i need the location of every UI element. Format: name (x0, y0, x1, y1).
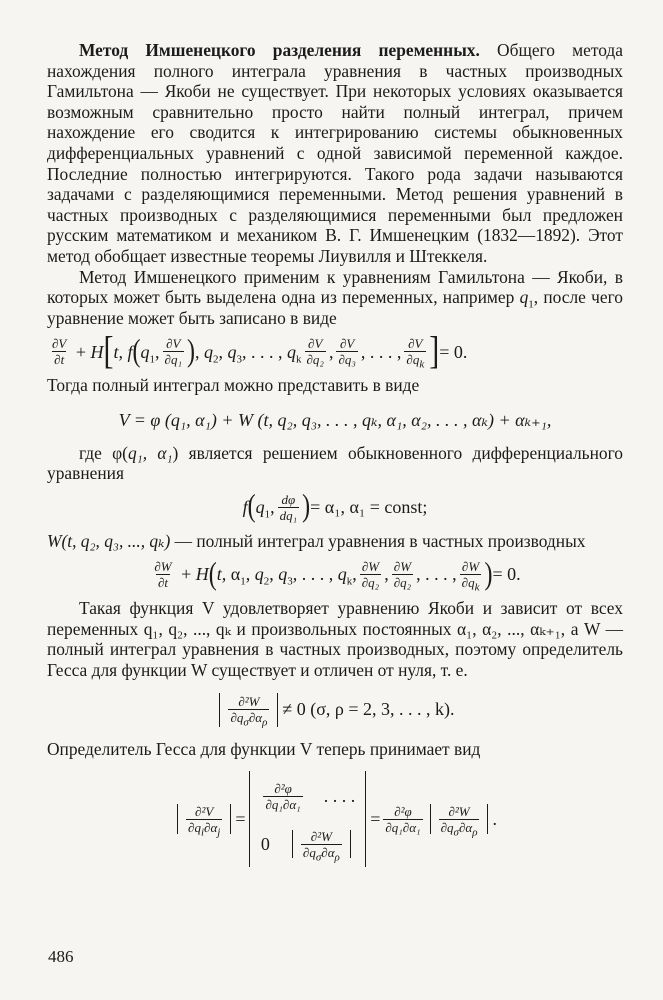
var-q: q (519, 287, 529, 308)
page-number: 486 (48, 947, 74, 966)
equation-5-rhs: ≠ 0 (σ, ρ = 2, 3, . . . , k). (282, 699, 455, 720)
equation-1-rhs: = 0. (439, 341, 468, 362)
equation-W: $\frac{\partial W}{\partial t}$ + H ( t, $\alpha_1$, $q_2$, $q_3$, . . . , $q_k$, $\frac{\partial W}{\text{∂q₂}}$ , $\frac{\partial W}{\text{∂q₂}}$ , . . . , $\frac{\partial W}{\partial q_k}$ ) = 0. (154, 557, 521, 594)
equation-ode: f ( $q_1$, $\frac{d\varphi}{\text{dq₁}}$ ) = α₁, α₁ = const; (242, 490, 428, 525)
paragraph-intro (47, 40, 623, 267)
paragraph-full-integral: Тогда полный интеграл можно представить в виде (47, 375, 420, 396)
page-body (47, 40, 623, 867)
equation-hessian-W: $\frac{\text{∂²W}}{\partial q_\sigma\partial\alpha_\rho}$ ≠ 0 (σ, ρ = 2, 3, . . . , k). (47, 693, 623, 727)
paragraph-method (47, 267, 623, 329)
paragraph-W (47, 531, 623, 552)
equation-3-rhs: = α₁, α₁ = const; (310, 496, 428, 517)
section-heading: Метод Имшенецкого разделения переменных. (79, 40, 480, 60)
paragraph-method-text-a: Метод Имшенецкого применим к уравнениям Гамильтона — Якоби, в которых может быть выделена одна из переменных, например (47, 266, 623, 308)
paragraph-phi (47, 443, 623, 484)
paragraph-phi-vars: q₁, α₁ (127, 442, 173, 463)
paragraph-hessian-V: Определитель Гесса для функции V теперь принимает вид (47, 738, 481, 759)
equation-full-integral: V = φ (q₁, α₁) + W (t, q₂, q₃, . . . , qₖ, α₁, α₂, . . . , αₖ) + αₖ₊₁, (118, 409, 552, 430)
paragraph-method-text-b: , после чего уравнение может быть записано в виде (47, 287, 623, 328)
equation-4-rhs: = 0. (492, 564, 521, 585)
paragraph-phi-text-a: где φ( (79, 442, 128, 463)
var-q-sub: 1 (528, 298, 534, 311)
paragraph-V-jacobi: Такая функция V удовлетворяет уравнению Якоби и зависит от всех переменных q₁, q₂, ..., qₖ и произвольных постоянных α₁, α₂, ..., αₖ₊₁, а W — полный интеграл уравнения в частных производных, поэтому определитель Гесса для функции W существует и отличен от нуля, т. е. (47, 598, 623, 681)
paragraph-phi-text-b: ) является решением обыкновенного дифференциального уравнения (47, 442, 623, 484)
paragraph-W-func: W(t, q₂, q₃, ..., qₖ) (47, 530, 171, 551)
equation-hessian-V: $\frac{\text{∂²V}}{\partial q_i\partial\alpha_j}$ = $\frac{\text{∂²φ}}{\text{∂q₁∂α₁}}$ . . . . 0 $\frac{\text{∂²W}}{\partial q_\sigma\partial\alpha_\rho}$ = $\frac{\text{∂²φ}}{\text{∂q₁∂α₁}}$ $\frac{\text{∂²W}}{\partial q_\sigma\partial\alpha_\rho}$ . (47, 771, 623, 867)
paragraph-intro-text: Общего метода нахождения полного интеграла уравнения в частных производных Гамильтона — Якоби не существует. При некоторых условиях оказывается возможным сравнительно просто найти полный интеграл, причем нахождение его сводится к интегрированию системы обыкновенных дифференциальных уравнений с одной зависимой переменной каждое. Последние полностью интегрируются. Такого рода задачи называются задачами с разделяющимися переменными. Метод решения уравнений в частных производных с разделяющимися переменными был предложен русским математиком и механиком В. Г. Имшенецким (1832—1892). Этот метод обобщает известные теоремы Лиувилля и Штеккеля. (47, 40, 623, 266)
paragraph-W-text: — полный интеграл уравнения в частных производных (170, 530, 586, 551)
equation-hamilton-jacobi: $\frac{\partial V}{\partial t}$ + H [ t, f ( $q_1$, $\frac{\partial V}{\text{∂q₁}}$ ) , $q_2$, $q_3$, . . . , $q_k$ $\frac{\partial V}{\text{∂q₂}}$ , $\frac{\partial V}{\text{∂q₃}}$ , . . . , $\frac{\partial V}{\partial q_k}$ ] = 0. (52, 329, 468, 373)
